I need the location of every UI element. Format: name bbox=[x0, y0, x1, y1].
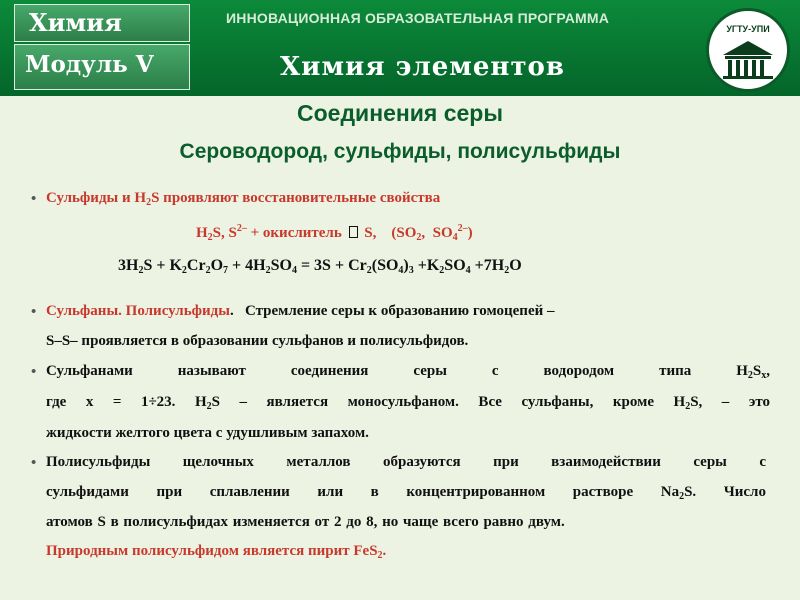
module-title: Химия элементов bbox=[280, 52, 565, 82]
equation-1: $H_2S$, $S^{2-}$ + окислитель S, ($SO_2$, $SO_4^{2-}$) bbox=[196, 223, 473, 243]
page-subtitle: Сероводород, сульфиды, полисульфиды bbox=[179, 140, 621, 163]
arrow-placeholder-icon bbox=[349, 226, 358, 238]
building-icon bbox=[709, 11, 787, 89]
program-label: ИННОВАЦИОННАЯ ОБРАЗОВАТЕЛЬНАЯ ПРОГРАММА bbox=[226, 10, 610, 26]
bullet-1-text: Сульфиды и $H_2S$ проявляют восстановительные свойства bbox=[46, 190, 441, 208]
bullet-2-marker: • bbox=[31, 304, 37, 320]
page-title: Соединения серы bbox=[297, 100, 503, 126]
bullet-1-marker: • bbox=[31, 191, 37, 207]
bullet-4-line-1: Полисульфиды щелочных металлов образуются при взаимодействии серы с bbox=[46, 454, 766, 470]
bullet-4-line-4: Природным полисульфидом является пирит FeS$_2$. bbox=[46, 543, 387, 561]
bullet-3-line-3: жидкости желтого цвета с удушливым запахом. bbox=[46, 425, 369, 441]
university-logo bbox=[706, 8, 790, 92]
bullet-3-line-1: Сульфанами называют соединения серы с водородом типа $H_2S_x$, bbox=[46, 363, 770, 381]
bullet-4-marker: • bbox=[31, 455, 37, 471]
module-label: Модуль V bbox=[14, 44, 190, 90]
bullet-4-line-2: сульфидами при сплавлении или в концентрированном растворе $Na_2S$. Число bbox=[46, 484, 766, 502]
course-label: Химия bbox=[14, 4, 190, 42]
bullet-3-line-2: где x = 1÷23. $H_2S$ – является моносульфаном. Все сульфаны, кроме $H_2S$, – это bbox=[46, 394, 770, 412]
equation-2: $3H_2S + K_2Cr_2O_7 + 4H_2SO_4 = 3S + Cr_2(SO_4)_3 +K_2SO_4 +7H_2O$ bbox=[118, 257, 522, 276]
bullet-2-line-2: S–S– проявляется в образовании сульфанов и полисульфидов. bbox=[46, 333, 469, 349]
bullet-3-marker: • bbox=[31, 364, 37, 380]
bullet-2-line-1: Сульфаны. Полисульфиды. Стремление серы к образованию гомоцепей – bbox=[46, 303, 555, 319]
bullet-4-line-3: атомов S в полисульфидах изменяется от 2 до 8, но чаще всего равно двум. bbox=[46, 514, 565, 530]
logo-text: УГТУ-УПИ bbox=[726, 24, 770, 34]
